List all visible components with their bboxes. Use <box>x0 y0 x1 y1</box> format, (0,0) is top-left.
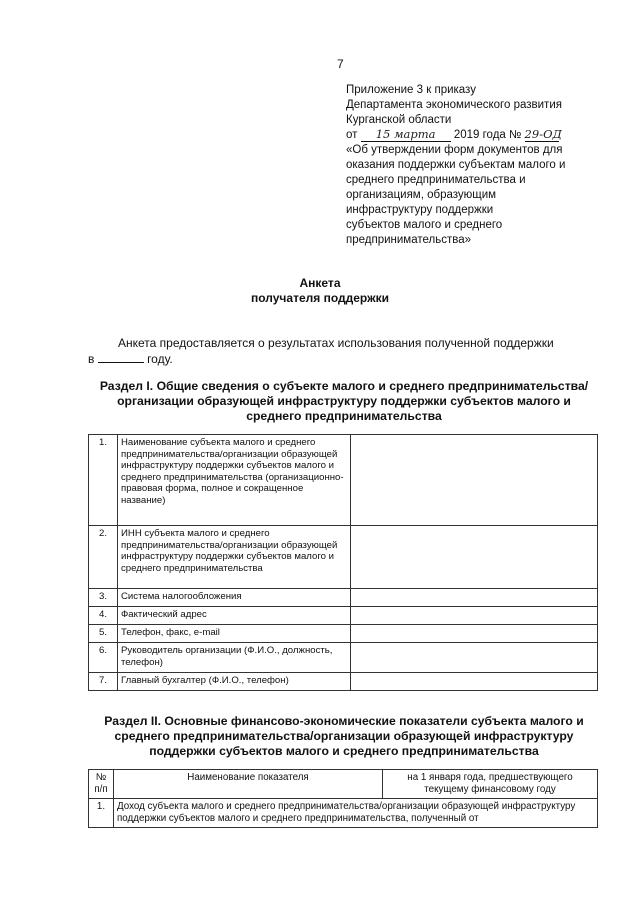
table-row <box>89 526 598 589</box>
row-number: 5. <box>89 625 118 643</box>
row-label: Телефон, факс, e-mail <box>118 625 351 643</box>
appendix-title-line: организациям, образующим <box>346 189 497 201</box>
row-value <box>351 526 598 589</box>
intro-text: Анкета предоставляется о результатах использования полученной поддержки <box>118 336 554 350</box>
header-num: № п/п <box>89 770 114 799</box>
form-subtitle: получателя поддержки <box>251 291 389 305</box>
row-number: 2. <box>89 526 118 589</box>
intro-paragraph <box>88 336 600 367</box>
row-label: Наименование субъекта малого и среднего предпринимательства/организации образующей инфраструктуру поддержки субъектов малого и среднего предпринимательства (организационно-правовая форма, полное и сокращенное название) <box>118 435 351 526</box>
appendix-title-line: инфраструктуру поддержки <box>346 204 494 216</box>
row-number: 4. <box>89 607 118 625</box>
table-row <box>89 625 598 643</box>
header-name: Наименование показателя <box>114 770 383 799</box>
row-label: Фактический адрес <box>118 607 351 625</box>
row-label: ИНН субъекта малого и среднего предпринимательства/организации образующей инфраструктуру поддержки субъектов малого и среднего предпринимательства <box>118 526 351 589</box>
row-number: 1. <box>89 435 118 526</box>
appendix-header <box>346 83 616 248</box>
row-number: 6. <box>89 643 118 673</box>
intro-year-line <box>88 351 600 367</box>
appendix-title-line: «Об утверждении форм документов для <box>346 144 563 156</box>
row-value <box>351 673 598 691</box>
table-header-row <box>89 770 598 799</box>
row-label: Руководитель организации (Ф.И.О., должность, телефон) <box>118 643 351 673</box>
page-number: 7 <box>337 57 344 71</box>
appendix-title-line: оказания поддержки субъектам малого и <box>346 159 566 171</box>
appendix-title-line: предпринимательства» <box>346 234 471 246</box>
row-label: Доход субъекта малого и среднего предпринимательства/организации образующей инфраструктуру поддержки субъектов малого и среднего предпринимательства, полученный от <box>114 799 598 828</box>
row-number: 3. <box>89 589 118 607</box>
row-label: Система налогообложения <box>118 589 351 607</box>
appendix-line: Департамента экономического развития <box>346 99 562 111</box>
table-row <box>89 589 598 607</box>
row-value <box>351 607 598 625</box>
table-row <box>89 643 598 673</box>
row-number: 1. <box>89 799 114 828</box>
row-value <box>351 435 598 526</box>
table-row <box>89 607 598 625</box>
appendix-title-line: среднего предпринимательства и <box>346 174 526 186</box>
intro-prefix: в <box>88 352 95 366</box>
date-prefix: от <box>346 129 358 141</box>
intro-suffix: году. <box>147 352 173 366</box>
year-text: 2019 года № <box>453 129 522 141</box>
financial-indicators-table <box>88 769 598 828</box>
section1-title: Раздел I. Общие сведения о субъекте малого и среднего предпринимательства/организации образующей инфраструктуру поддержки субъектов малого и среднего предпринимательства <box>99 379 589 423</box>
general-info-table <box>88 434 598 691</box>
row-value <box>351 643 598 673</box>
header-value: на 1 января года, предшествующего текущему финансовому году <box>383 770 598 799</box>
year-blank <box>98 351 144 363</box>
table-row <box>89 435 598 526</box>
table-row <box>89 673 598 691</box>
form-title: Анкета <box>299 276 341 290</box>
row-label: Главный бухгалтер (Ф.И.О., телефон) <box>118 673 351 691</box>
row-value <box>351 625 598 643</box>
appendix-title-line: субъектов малого и среднего <box>346 219 503 231</box>
section2-title: Раздел II. Основные финансово-экономические показатели субъекта малого и среднего предпринимательства/организации образующей инфраструктуру поддержки субъектов малого и среднего предпринимательства <box>104 714 584 758</box>
row-number: 7. <box>89 673 118 691</box>
appendix-line: Приложение 3 к приказу <box>346 84 476 96</box>
appendix-line: Курганской области <box>346 114 452 126</box>
handwritten-date: 15 марта <box>361 128 451 142</box>
handwritten-order-number: 29-ОД <box>524 127 562 141</box>
row-value <box>351 589 598 607</box>
order-date-line <box>346 128 616 143</box>
table-row <box>89 799 598 828</box>
